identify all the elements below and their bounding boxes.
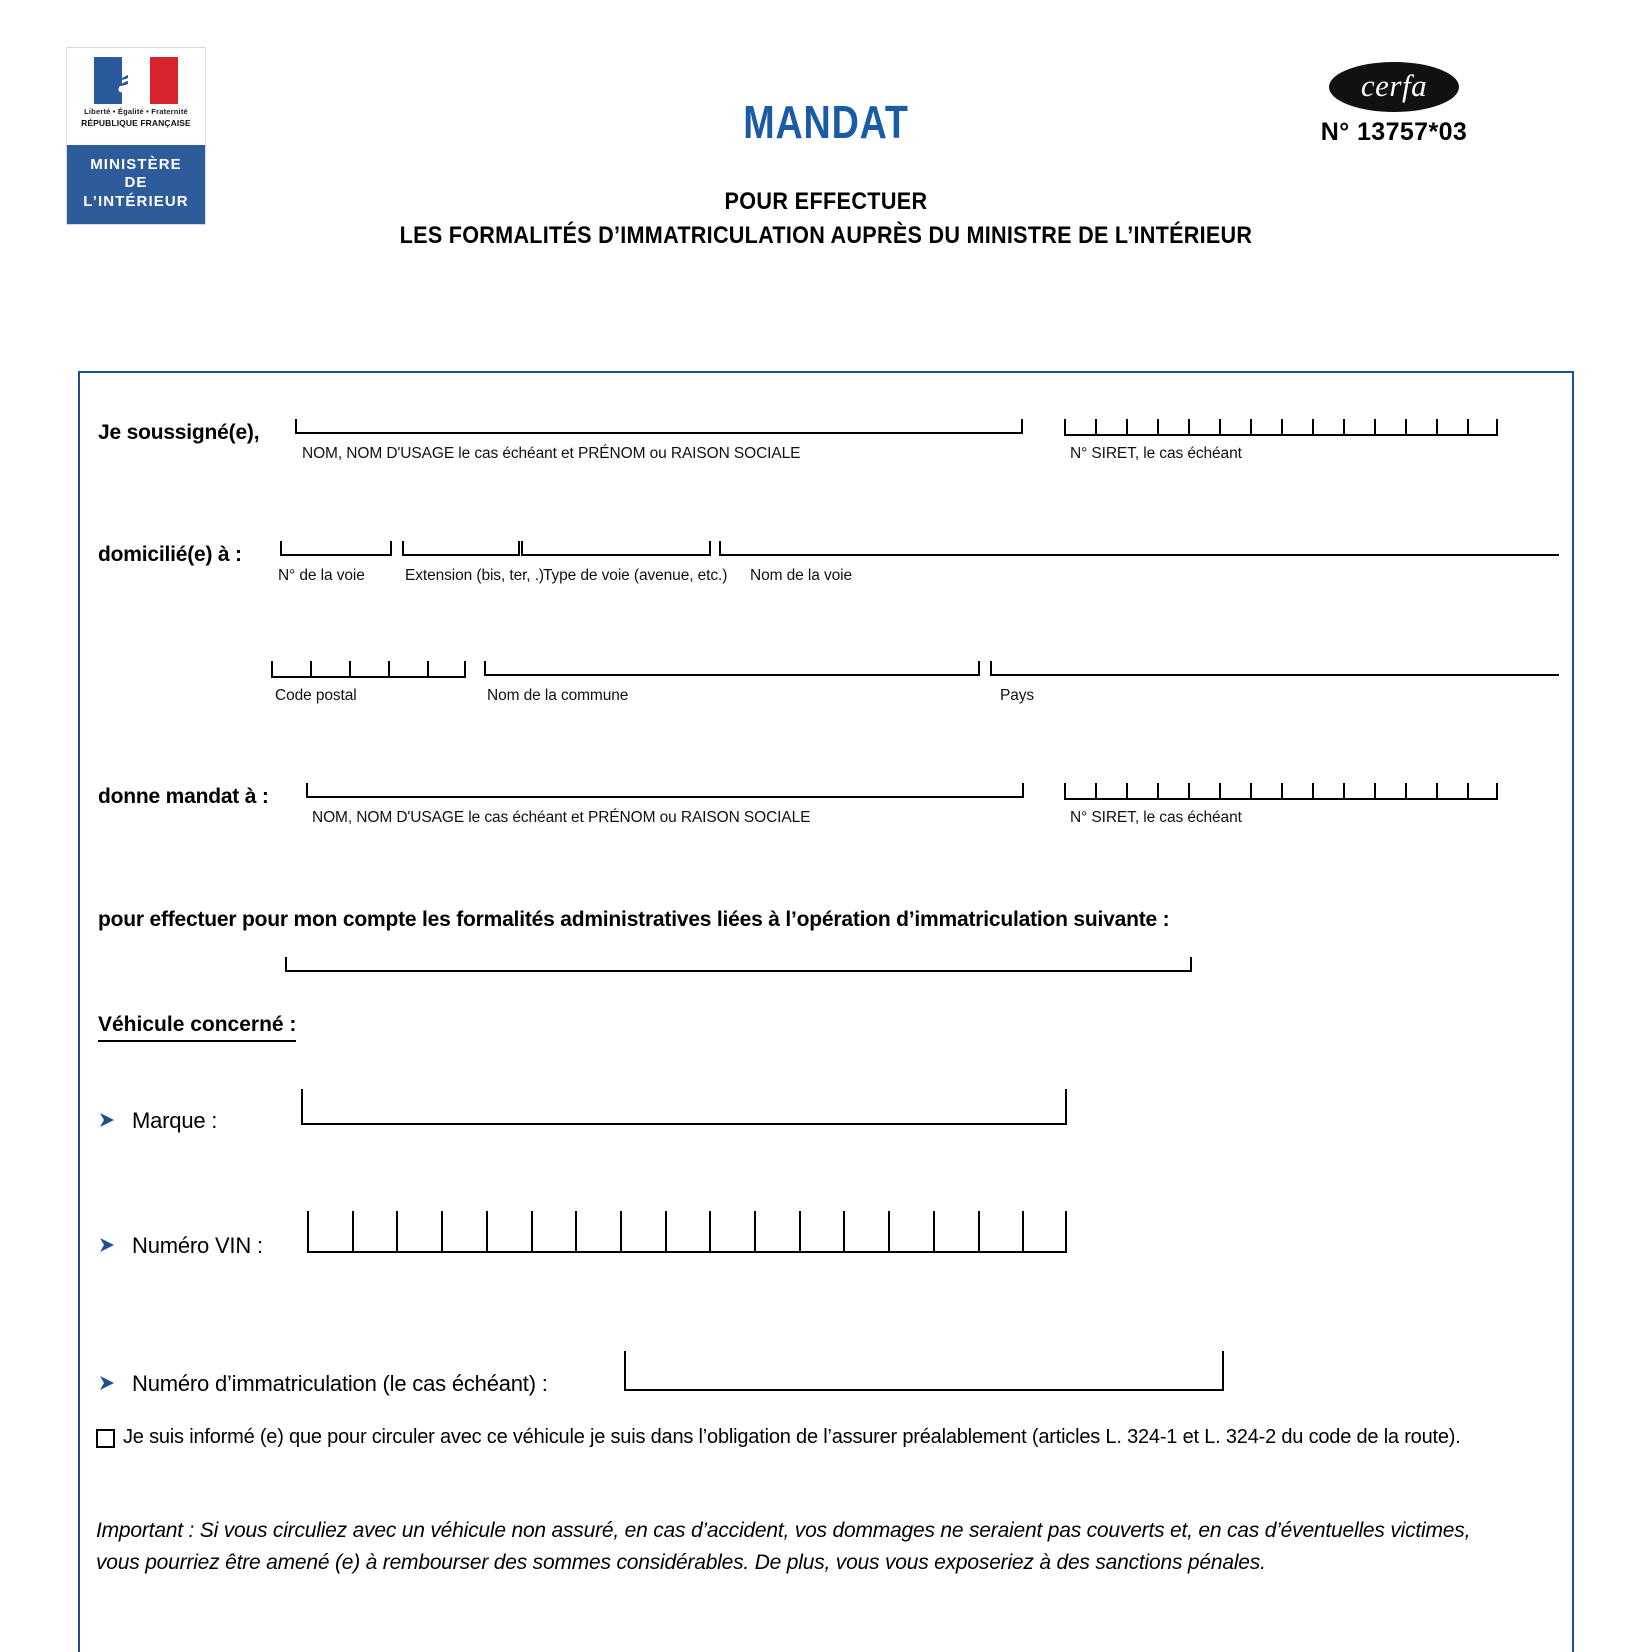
undersigned-siret-input[interactable]	[1064, 419, 1498, 436]
comb-cell[interactable]	[1250, 783, 1281, 798]
comb-cell[interactable]	[310, 661, 349, 676]
street-extension-input[interactable]	[402, 541, 520, 556]
comb-cell[interactable]	[1312, 783, 1343, 798]
vehicle-vin-label: Numéro VIN :	[132, 1233, 263, 1258]
republic-name: RÉPUBLIQUE FRANÇAISE	[81, 118, 191, 128]
mandated-siret-caption: N° SIRET, le cas échéant	[1070, 809, 1242, 826]
mandated-name-input[interactable]	[306, 783, 1024, 798]
cerfa-wordmark: cerfa	[1360, 68, 1428, 103]
page-title: MANDAT	[743, 96, 909, 148]
comb-cell[interactable]	[1157, 419, 1188, 434]
purpose-input[interactable]	[285, 957, 1192, 972]
street-extension-caption: Extension (bis, ter, .)	[405, 567, 544, 584]
comb-cell[interactable]	[1250, 419, 1281, 434]
mandated-name-caption: NOM, NOM D'USAGE le cas échéant et PRÉNOM ou RAISON SOCIALE	[312, 809, 811, 826]
comb-cell[interactable]	[1374, 419, 1405, 434]
insurance-acknowledgement-text: Je suis informé (e) que pour circuler avec ce véhicule je suis dans l’obligation de l’assurer préalablement (articles L. 324-1 et L. 324-2 du code de la route).	[123, 1426, 1461, 1448]
country-input[interactable]	[990, 661, 1559, 676]
document-header	[0, 0, 1652, 300]
comb-cell[interactable]	[1281, 419, 1312, 434]
undersigned-label: Je soussigné(e),	[98, 421, 260, 444]
address-label: domicilié(e) à :	[98, 543, 242, 566]
comb-cell[interactable]	[843, 1211, 888, 1251]
postal-code-input[interactable]	[271, 661, 466, 678]
arrow-bullet-icon	[98, 1235, 118, 1255]
comb-cell[interactable]	[1188, 783, 1219, 798]
ministry-line-1: MINISTÈRE	[90, 156, 182, 173]
comb-cell[interactable]	[1126, 419, 1157, 434]
commune-caption: Nom de la commune	[487, 687, 629, 704]
comb-cell[interactable]	[441, 1211, 486, 1251]
comb-cell[interactable]	[1343, 419, 1374, 434]
comb-cell[interactable]	[1022, 1211, 1067, 1251]
comb-cell[interactable]	[427, 661, 466, 676]
street-type-caption: Type de voie (avenue, etc.)	[543, 567, 728, 584]
undersigned-siret-caption: N° SIRET, le cas échéant	[1070, 445, 1242, 462]
form-container	[78, 371, 1574, 1652]
comb-cell[interactable]	[1064, 419, 1095, 434]
street-type-input[interactable]	[521, 541, 711, 556]
page-subtitle-line-1: POUR EFFECTUER	[724, 188, 928, 215]
cerfa-logo-icon	[1329, 62, 1459, 112]
vehicle-section-title: Véhicule concerné :	[98, 1013, 296, 1042]
comb-cell[interactable]	[1312, 419, 1343, 434]
comb-cell[interactable]	[1281, 783, 1312, 798]
comb-cell[interactable]	[1436, 783, 1467, 798]
comb-cell[interactable]	[575, 1211, 620, 1251]
ministry-line-3: L’INTÉRIEUR	[83, 192, 189, 210]
comb-cell[interactable]	[1157, 783, 1188, 798]
cerfa-number: N° 13757*03	[1320, 118, 1468, 146]
comb-cell[interactable]	[1374, 783, 1405, 798]
street-number-caption: N° de la voie	[278, 567, 365, 584]
undersigned-name-input[interactable]	[295, 419, 1023, 434]
comb-cell[interactable]	[1095, 419, 1126, 434]
comb-cell[interactable]	[307, 1211, 352, 1251]
comb-cell[interactable]	[709, 1211, 754, 1251]
arrow-bullet-icon	[98, 1373, 118, 1393]
mandated-label: donne mandat à :	[98, 785, 269, 808]
comb-cell[interactable]	[1219, 783, 1250, 798]
comb-cell[interactable]	[396, 1211, 441, 1251]
comb-cell[interactable]	[1405, 419, 1436, 434]
street-name-caption: Nom de la voie	[750, 567, 852, 584]
comb-cell[interactable]	[1405, 783, 1436, 798]
republic-motto: Liberté • Égalité • Fraternité	[84, 107, 188, 116]
cerfa-mark	[1294, 62, 1494, 147]
comb-cell[interactable]	[888, 1211, 933, 1251]
street-name-input[interactable]	[719, 541, 1559, 556]
country-caption: Pays	[1000, 687, 1035, 704]
comb-cell[interactable]	[531, 1211, 576, 1251]
comb-cell[interactable]	[1126, 783, 1157, 798]
commune-input[interactable]	[484, 661, 980, 676]
vehicle-brand-label: Marque :	[132, 1108, 218, 1133]
vehicle-brand-input[interactable]	[301, 1089, 1067, 1125]
comb-cell[interactable]	[1095, 783, 1126, 798]
comb-cell[interactable]	[349, 661, 388, 676]
comb-cell[interactable]	[486, 1211, 531, 1251]
vehicle-plate-input[interactable]	[624, 1351, 1224, 1391]
comb-cell[interactable]	[352, 1211, 397, 1251]
comb-cell[interactable]	[754, 1211, 799, 1251]
important-notice-text: Important : Si vous circuliez avec un véhicule non assuré, en cas d’accident, vos dommages ne seraient pas couverts et, en cas d’éventuelles victimes, vous pourriez être amené (e) à rembourser des sommes considérables. De plus, vous vous exposeriez à des sanctions pénales.	[96, 1519, 1471, 1574]
street-number-input[interactable]	[280, 541, 392, 556]
undersigned-name-caption: NOM, NOM D'USAGE le cas échéant et PRÉNOM ou RAISON SOCIALE	[302, 445, 801, 462]
mandated-siret-input[interactable]	[1064, 783, 1498, 800]
page-subtitle-line-2: LES FORMALITÉS D’IMMATRICULATION AUPRÈS DU MINISTRE DE L’INTÉRIEUR	[399, 222, 1253, 249]
vehicle-plate-label: Numéro d’immatriculation (le cas échéant) :	[132, 1371, 548, 1396]
comb-cell[interactable]	[978, 1211, 1023, 1251]
comb-cell[interactable]	[271, 661, 310, 676]
ministry-line-2: DE	[124, 174, 148, 192]
comb-cell[interactable]	[1436, 419, 1467, 434]
arrow-bullet-icon	[98, 1110, 118, 1130]
comb-cell[interactable]	[933, 1211, 978, 1251]
comb-cell[interactable]	[1064, 783, 1095, 798]
purpose-label: pour effectuer pour mon compte les formalités administratives liées à l’opération d’immatriculation suivante :	[98, 908, 1170, 931]
comb-cell[interactable]	[1343, 783, 1374, 798]
comb-cell[interactable]	[665, 1211, 710, 1251]
comb-cell[interactable]	[388, 661, 427, 676]
comb-cell[interactable]	[1188, 419, 1219, 434]
comb-cell[interactable]	[1219, 419, 1250, 434]
comb-cell[interactable]	[1467, 783, 1498, 798]
postal-code-caption: Code postal	[275, 687, 357, 704]
vehicle-vin-input[interactable]	[307, 1211, 1067, 1253]
comb-cell[interactable]	[799, 1211, 844, 1251]
comb-cell[interactable]	[620, 1211, 665, 1251]
comb-cell[interactable]	[1467, 419, 1498, 434]
insurance-acknowledgement-checkbox[interactable]	[96, 1429, 115, 1448]
